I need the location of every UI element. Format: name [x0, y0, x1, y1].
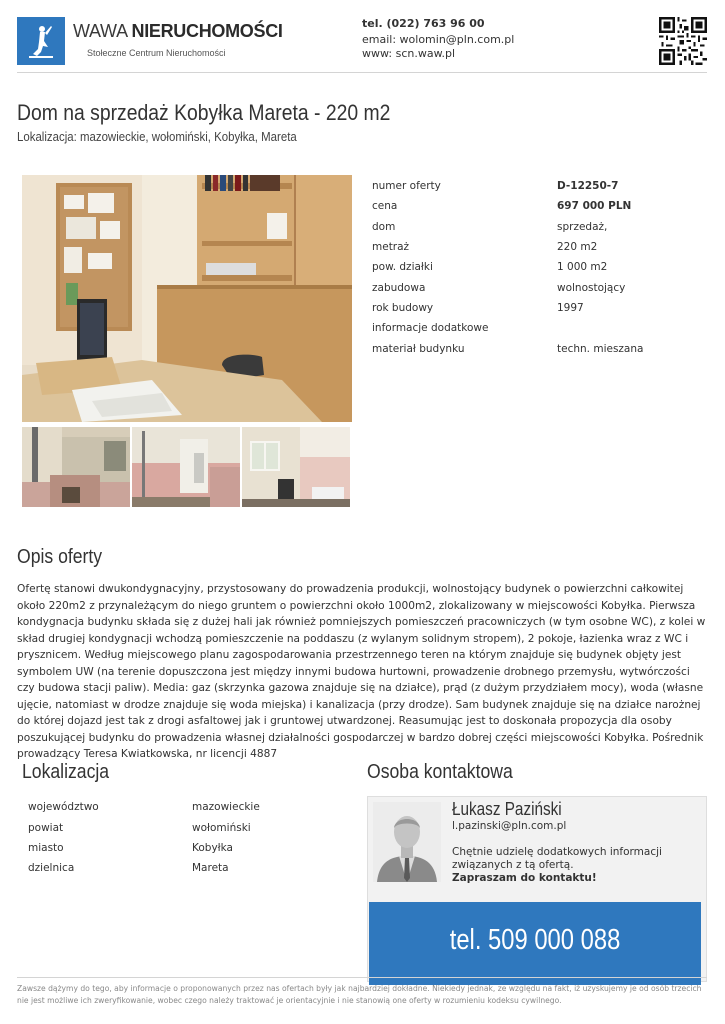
detail-value-year-built: 1997 — [557, 302, 584, 314]
location-label: miasto — [28, 842, 64, 854]
brand-name — [73, 21, 283, 42]
detail-label: numer oferty — [372, 180, 441, 192]
description-heading: Opis oferty — [17, 546, 103, 568]
mermaid-logo-icon — [17, 17, 65, 65]
location-value-voivodeship: mazowieckie — [192, 801, 260, 813]
agent-avatar — [373, 802, 441, 882]
location-label: województwo — [28, 801, 99, 813]
listing-title: Dom na sprzedaż Kobyłka Mareta - 220 m2 — [17, 100, 391, 125]
contact-heading: Osoba kontaktowa — [367, 761, 513, 783]
header-divider — [17, 72, 707, 73]
main-photo[interactable] — [22, 175, 352, 422]
detail-label: cena — [372, 200, 398, 212]
location-value-county: wołomiński — [192, 822, 251, 834]
detail-value-area: 220 m2 — [557, 241, 598, 253]
agent-email[interactable]: l.pazinski@pln.com.pl — [452, 820, 567, 832]
agent-phone[interactable] — [369, 924, 701, 957]
detail-label: zabudowa — [372, 282, 426, 294]
brand-name-light: WAWA — [73, 21, 132, 41]
detail-label: rok budowy — [372, 302, 434, 314]
qr-code-icon — [659, 17, 707, 65]
person-silhouette-icon — [373, 802, 441, 882]
description-text: Ofertę stanowi dwukondygnacyjny, przystosowany do prowadzenia produkcji, wolnostojący budynek o powierzchni całkowitej około 220m2 z przynależącym do niego gruntem o powierzchni około 1000m2, zlokalizowany w miejscowości Kobyłka. Pierwsza kondygnacja budynku składa się z dużej hali jak również pomniejszych pomieszczeń pracowniczych (w tym osobne WC), z kolei w skład drugiej kondygnacji wchodzą pomieszczenie na poddaszu (z wylanym solidnym stropem), 2 pokoje, łazienka wraz z WC i prysznicem. Według miejscowego planu zagospodarowania przestrzennego teren na którym znajduje się budynek objęty jest symbolem UW (na terenie dopuszczona jest między innymi budowa hurtowni, prowadzenie drobnego przemysłu, wytwórczości czy budowa stacji paliw). Media: gaz (skrzynka gazowa znajduje się na działce), prąd (z dużym przydziałem mocy), woda (własne ujęcie, natomiast w drodze znajduje się woda miejska) i kanalizacja (przy drodze). Sam budynek znajduje się na działce narożnej do której dojazd jest tak z drogi asfaltowej jak i gruntowej utwardzonej. Reasumując jest to doskonała propozycja dla osoby poszukującej budynku do prowadzenia własnej działalności gospodarczej w bardzo dobrej części miejscowości Kobyłka. Pośrednik prowadzący Teresa Kwiatkowska, nr licencji 4887 — [17, 583, 706, 760]
location-label: powiat — [28, 822, 64, 834]
detail-label: informacje dodatkowe — [372, 322, 489, 334]
thumbnail-photo-2[interactable] — [132, 427, 240, 507]
office-website[interactable]: www: scn.waw.pl — [362, 47, 456, 60]
location-label: dzielnica — [28, 862, 75, 874]
agent-call-to-action: Zapraszam do kontaktu! — [452, 872, 597, 884]
location-heading: Lokalizacja — [22, 761, 110, 783]
detail-label: dom — [372, 221, 396, 233]
detail-label: pow. działki — [372, 261, 433, 273]
agent-message: Chętnie udzielę dodatkowych informacji związanych z tą ofertą. — [452, 846, 662, 871]
office-phone[interactable]: tel. (022) 763 96 00 — [362, 17, 485, 30]
thumbnail-photo-1[interactable] — [22, 427, 130, 507]
location-value-city: Kobyłka — [192, 842, 233, 854]
brand-logo[interactable] — [17, 17, 65, 65]
footer-disclaimer: Zawsze dążymy do tego, aby informacje o proponowanych przez nas ofertach były jak najbardziej dokładne. Niekiedy jednak, ze względu na fakt, iż uzyskujemy je od osób trzecich nie jest możliwe ich zweryfikowanie, wobec czego należy traktować je orientacyjnie i nie stanowią one oferty w rozumieniu kodeksu cywilnego. — [17, 984, 702, 1005]
thumbnail-photo-3[interactable] — [242, 427, 350, 507]
detail-value-offer-number: D-12250-7 — [557, 180, 619, 192]
detail-label: metraż — [372, 241, 410, 253]
listing-location-line: Lokalizacja: mazowieckie, wołomiński, Kobyłka, Mareta — [17, 129, 297, 144]
detail-value-price: 697 000 PLN — [557, 200, 632, 212]
brand-tagline: Stołeczne Centrum Nieruchomości — [87, 48, 226, 58]
agent-phone-text: tel. 509 000 088 — [449, 924, 621, 956]
detail-value-plot-area: 1 000 m2 — [557, 261, 608, 273]
agent-name: Łukasz Paziński — [452, 799, 562, 819]
detail-value-building-type: wolnostojący — [557, 282, 626, 294]
office-email[interactable]: email: wolomin@pln.com.pl — [362, 33, 515, 46]
footer-divider — [17, 977, 707, 978]
brand-name-bold: NIERUCHOMOŚCI — [131, 21, 283, 41]
detail-value-material: techn. mieszana — [557, 343, 644, 355]
detail-label: materiał budynku — [372, 343, 465, 355]
detail-value-transaction: sprzedaż, — [557, 221, 608, 233]
location-value-district: Mareta — [192, 862, 229, 874]
